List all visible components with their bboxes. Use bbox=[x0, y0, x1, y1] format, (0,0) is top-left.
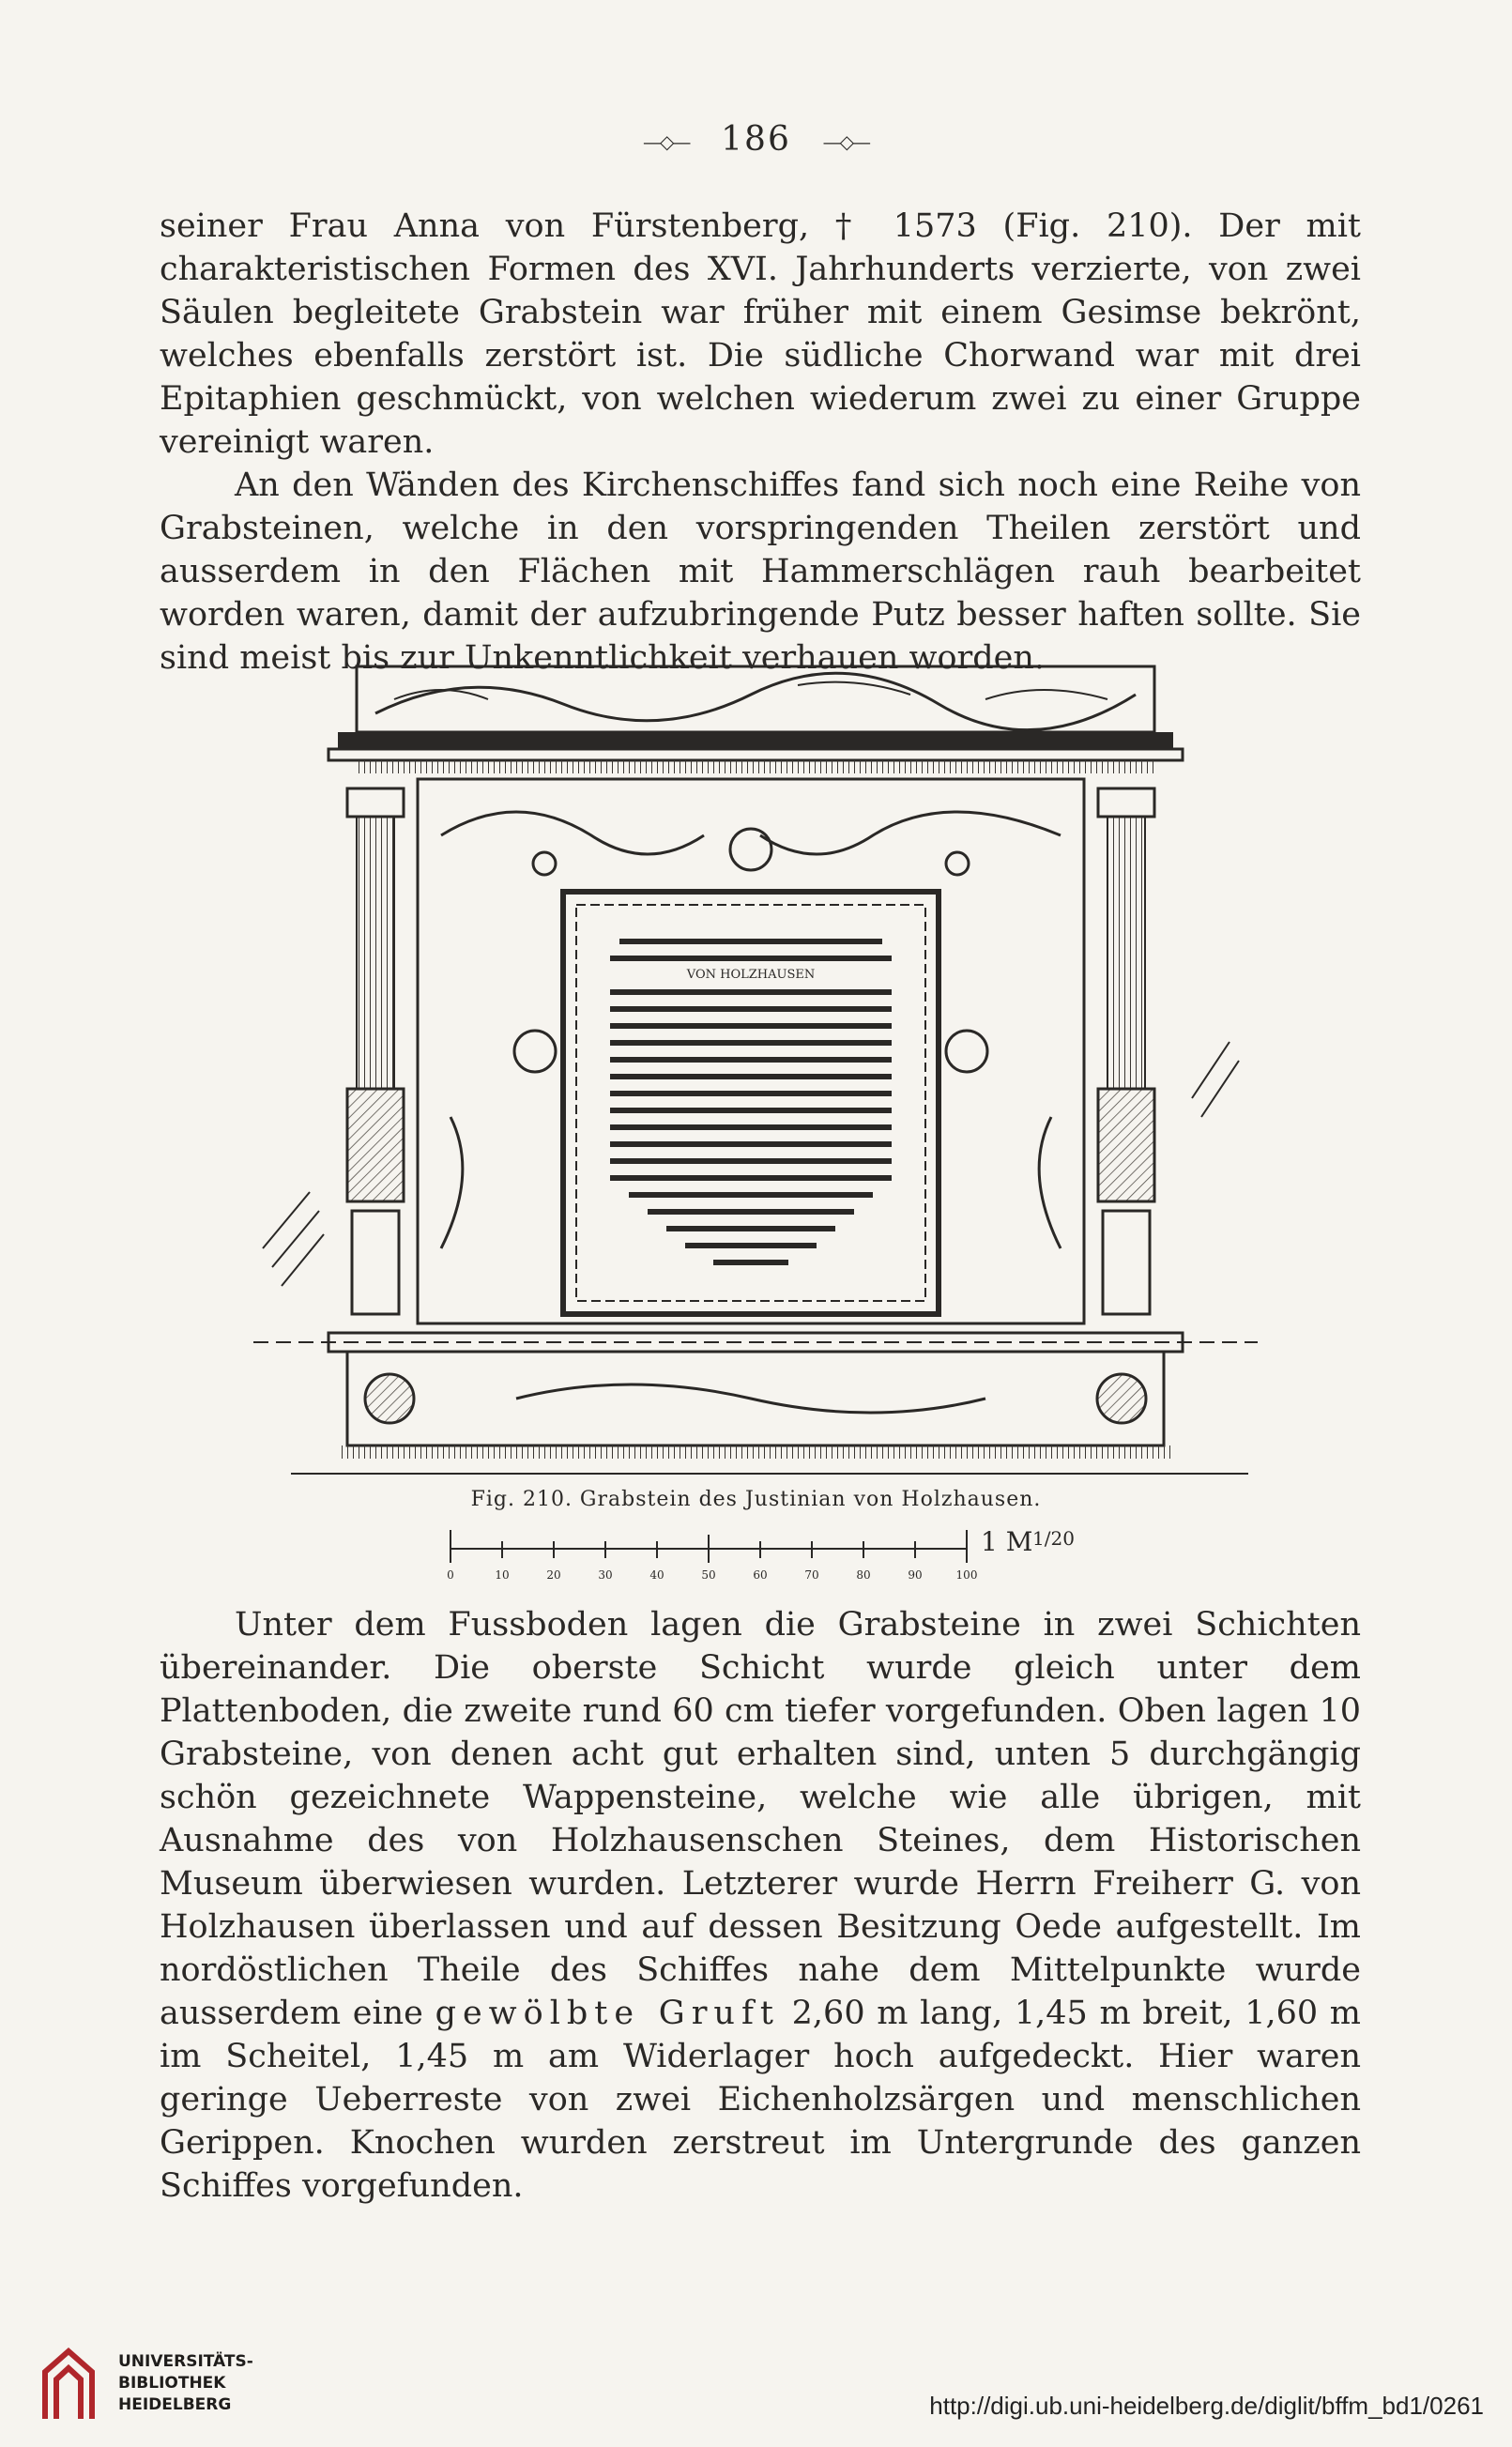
scale-tick-label: 90 bbox=[908, 1568, 923, 1582]
library-name bbox=[118, 2351, 253, 2416]
library-logo[interactable] bbox=[36, 2344, 270, 2428]
scale-tick-label: 30 bbox=[598, 1568, 613, 1582]
figure-caption: Fig. 210. Grabstein des Justinian von Holzhausen. bbox=[470, 1488, 1042, 1511]
paragraph: An den Wänden des Kirchenschiffes fand sich noch eine Reihe von Grabsteinen, welche in den vorspringenden Theilen zerstört und ausserdem in den Flächen mit Hammerschlägen rauh bearbeitet worden waren, damit der aufzubringende Putz besser haften sollte. Sie sind meist bis zur Unkenntlichkeit verhauen worden. bbox=[160, 466, 1361, 677]
paragraph-text: 2,60 m lang, 1,45 m breit, 1,60 m im Scheitel, 1,45 m am Widerlager hoch aufgedeckt. Hier waren geringe Ueberreste von zwei Eichenholzsärgen und menschlichen Gerippen. Knochen wurden zerstreut im Untergrunde des ganzen Schiffes vorgefunden. bbox=[160, 1995, 1361, 2205]
spaced-emphasis: gewölbte Gruft bbox=[435, 1995, 780, 2032]
scale-bar bbox=[441, 1521, 1098, 1586]
scale-tick-label: 10 bbox=[495, 1568, 510, 1582]
tombstone-illustration bbox=[235, 648, 1267, 1483]
paragraph: seiner Frau Anna von Fürstenberg, † 1573 (Fig. 210). Der mit charakteristischen Formen des XVI. Jahrhunderts verzierte, von zwei Säulen begleitete Grabstein war früher mit einem Gesimse bekrönt, welches ebenfalls zerstört ist. Die südliche Chorwand war mit drei Epitaphien geschmückt, von welchen wiederum zwei zu einer Gruppe vereinigt waren. bbox=[160, 207, 1361, 461]
inscription-text: VON HOLZHAUSEN bbox=[686, 968, 816, 982]
source-url-link[interactable]: http://digi.ub.uni-heidelberg.de/diglit/bffm_bd1/0261 bbox=[929, 2392, 1484, 2420]
inscription-lines bbox=[610, 939, 892, 1265]
scale-tick-label: 40 bbox=[649, 1568, 664, 1582]
scale-tick-label: 20 bbox=[546, 1568, 561, 1582]
scale-unit: 1 M bbox=[981, 1526, 1033, 1557]
library-logo-icon bbox=[36, 2344, 101, 2424]
page-header bbox=[0, 120, 1512, 159]
left-column bbox=[347, 788, 404, 1314]
scale-tick-label: 50 bbox=[701, 1568, 716, 1582]
right-column bbox=[1098, 788, 1154, 1314]
library-name-line: UNIVERSITÄTS- bbox=[118, 2352, 253, 2371]
library-name-line: HEIDELBERG bbox=[118, 2395, 232, 2414]
scale-tick-label: 70 bbox=[804, 1568, 819, 1582]
paragraph-text: Unter dem Fussboden lagen die Grabsteine in zwei Schichten übereinander. Die oberste Schicht wurde gleich unter dem Plattenboden, die zweite rund 60 cm tiefer vorgefunden. Oben lagen 10 Grabsteine, von denen acht gut erhalten sind, unten 5 durchgängig schön gezeichnete Wappensteine, welche wie alle übrigen, mit Ausnahme des von Holzhausenschen Steines, dem Historischen Museum überwiesen wurden. Letzterer wurde Herrn Freiherr G. von Holzhausen überlassen und auf dessen Besitzung Oede aufgestellt. Im nordöstlichen Theile des Schiffes nahe dem Mittelpunkte wurde ausserdem eine bbox=[160, 1606, 1361, 2032]
text-block-top bbox=[160, 205, 1361, 680]
scale-tick-label: 0 bbox=[447, 1568, 454, 1582]
scale-tick-label: 100 bbox=[955, 1568, 978, 1582]
ornament-left: —◇— bbox=[642, 130, 690, 153]
paragraph bbox=[160, 1603, 1361, 2208]
ornament-right: —◇— bbox=[822, 130, 869, 153]
page-number: 186 bbox=[721, 120, 791, 159]
scale-tick-label: 80 bbox=[856, 1568, 871, 1582]
scale-tick-label: 60 bbox=[753, 1568, 768, 1582]
library-name-line: BIBLIOTHEK bbox=[118, 2374, 226, 2393]
text-block-bottom bbox=[160, 1603, 1361, 2208]
scale-ratio: 1/20 bbox=[1032, 1527, 1075, 1550]
